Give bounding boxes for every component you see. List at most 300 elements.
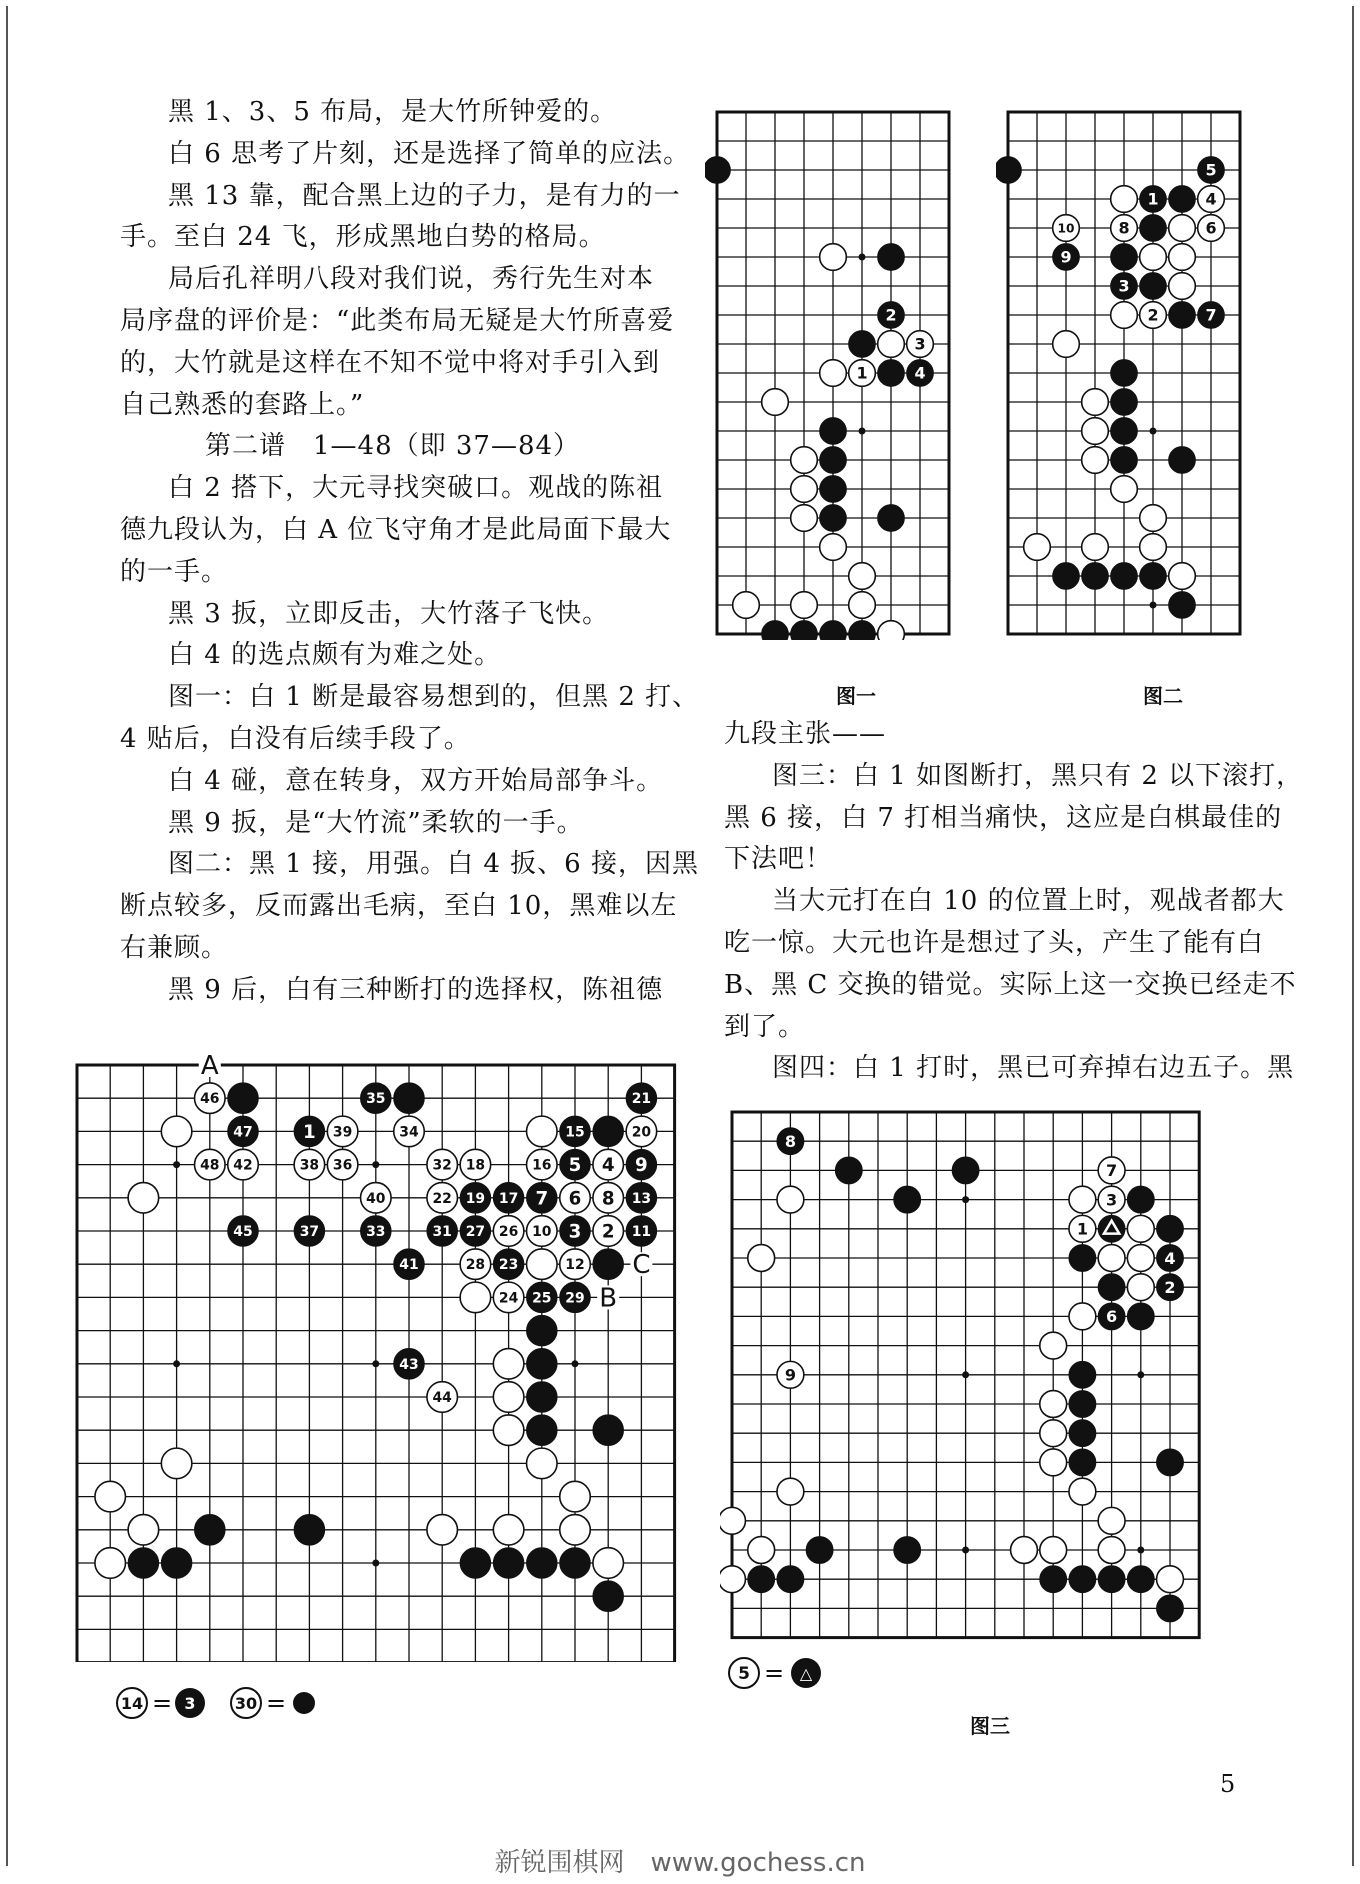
fig3-stone-white: [1127, 1215, 1154, 1242]
fig2-stone-black: [1111, 244, 1138, 271]
svg-text:30: 30: [234, 1694, 258, 1713]
fig3-stone-black: [1157, 1274, 1184, 1301]
main-stone-black: [527, 1415, 558, 1446]
legend-fig3-stone-black: [791, 1658, 821, 1688]
fig3-stone-black: [1098, 1303, 1125, 1330]
fig3-stone-black: [1098, 1566, 1125, 1593]
fig2-move-number: 7: [1205, 305, 1217, 325]
fig3-stone-white: [777, 1478, 804, 1505]
main-stone-white: [527, 1448, 558, 1479]
fig2-stone-black: [1111, 389, 1138, 416]
main-move-number: 9: [635, 1155, 648, 1177]
left-text-line-18: 图二：黑 1 接，用强。白 4 扳、6 接，因黑: [168, 849, 699, 880]
left-text-line-12: 黑 3 扳，立即反击，大竹落子飞快。: [168, 598, 610, 629]
fig2-stone-white: [1169, 273, 1196, 300]
left-text-line-16: 白 4 碰，意在转身，双方开始局部争斗。: [168, 765, 664, 796]
fig1-stone-black: [878, 244, 905, 271]
legend-main-eq-2: =: [266, 1689, 287, 1717]
main-stone-black: [294, 1515, 325, 1546]
fig3-stone-black: [1157, 1595, 1184, 1622]
main-stone-white: [427, 1149, 458, 1180]
right-text-line-7: 到了。: [724, 1011, 806, 1042]
legend-main-stone-black: [175, 1688, 205, 1718]
fig3-stone-white: [1040, 1420, 1067, 1447]
fig3-stone-white: [720, 1507, 745, 1534]
main-stone-black: [560, 1282, 591, 1313]
main-move-number: 38: [299, 1157, 320, 1174]
fig1-stone-white: [791, 592, 818, 619]
fig3-stone-white: [1127, 1274, 1154, 1301]
fig3-stone-white: [748, 1245, 775, 1272]
main-stone-black: [128, 1548, 159, 1579]
svg-text:△: △: [799, 1664, 813, 1683]
fig1-stone-white: [907, 331, 934, 358]
main-move-number: 7: [535, 1188, 549, 1210]
fig1-stone-white: [820, 244, 847, 271]
fig1-move-number: 3: [914, 334, 926, 354]
fig3-stone-white: [1098, 1537, 1125, 1564]
fig3-stone-black: [1069, 1245, 1096, 1272]
fig1-hoshi: [859, 428, 866, 435]
main-move-number: 43: [399, 1356, 419, 1373]
fig1-stone-black: [705, 157, 730, 184]
main-move-number: 25: [532, 1290, 552, 1307]
fig1-stone-black: [820, 476, 847, 503]
board-figure-3: [720, 1100, 1260, 1645]
main-move-number: 31: [432, 1224, 452, 1241]
fig1-stone-black: [820, 418, 847, 445]
main-label-C: C: [632, 1250, 651, 1281]
main-move-number: 27: [465, 1224, 486, 1241]
left-text-line-3: 手。至白 24 飞，形成黑地白势的格局。: [120, 222, 606, 253]
main-stone-white: [560, 1183, 591, 1214]
main-stone-black: [228, 1216, 259, 1247]
legend-main-stone-white: [117, 1688, 147, 1718]
fig3-stone-black: [1069, 1391, 1096, 1418]
main-move-number: 29: [565, 1290, 585, 1307]
main-move-number: 22: [432, 1190, 452, 1207]
fig2-stone-black: [1111, 563, 1138, 590]
main-stone-black: [560, 1116, 591, 1147]
fig3-stone-black: [835, 1157, 862, 1184]
main-stone-black: [527, 1315, 558, 1346]
right-text-line-6: B、黑 C 交换的错觉。实际上这一交换已经走不: [724, 969, 1297, 1000]
main-stone-black: [294, 1116, 325, 1147]
fig2-stone-black: [1111, 360, 1138, 387]
main-stone-black: [593, 1415, 624, 1446]
legend-main-stone-white-2: [231, 1688, 261, 1718]
fig1-stone-white: [820, 534, 847, 561]
fig3-stone-white: [777, 1361, 804, 1388]
main-stone-black: [593, 1249, 624, 1280]
fig2-stone-black: [1053, 244, 1080, 271]
fig2-move-number: 8: [1118, 218, 1130, 238]
fig2-hoshi: [1150, 602, 1157, 609]
fig3-stone-black: [1127, 1186, 1154, 1213]
main-stone-black: [394, 1083, 425, 1114]
main-stone-white: [560, 1249, 591, 1280]
fig3-stone-black: [1157, 1215, 1184, 1242]
main-move-number: 24: [498, 1290, 519, 1307]
fig3-stone-white: [1069, 1478, 1096, 1505]
left-text-line-19: 断点较多，反而露出毛病，至白 10，黑难以左: [120, 891, 678, 922]
fig2-stone-black: [1198, 302, 1225, 329]
left-text-line-0: 黑 1、3、5 布局，是大竹所钟爱的。: [168, 97, 618, 127]
fig1-stone-black: [878, 360, 905, 387]
main-stone-white: [394, 1116, 425, 1147]
main-stone-black: [527, 1349, 558, 1380]
main-move-number: 17: [498, 1190, 519, 1207]
main-move-number: 10: [532, 1224, 552, 1241]
fig3-stone-black: [1040, 1566, 1067, 1593]
fig1-stone-white: [878, 621, 905, 640]
fig3-move-number: 2: [1164, 1277, 1176, 1297]
fig2-stone-white: [1140, 534, 1167, 561]
fig2-move-number: 6: [1205, 218, 1217, 238]
fig1-hoshi: [859, 254, 866, 261]
right-text-line-3: 下法吧！: [724, 844, 833, 875]
main-stone-white: [294, 1149, 325, 1180]
fig1-stone-black: [820, 621, 847, 640]
main-move-number: 2: [601, 1221, 615, 1243]
fig3-stone-white: [1040, 1449, 1067, 1476]
fig3-stone-black: [952, 1157, 979, 1184]
svg-text:5: 5: [738, 1664, 750, 1684]
main-stone-black: [527, 1382, 558, 1413]
main-stone-white: [161, 1116, 192, 1147]
fig2-stone-white: [1082, 534, 1109, 561]
main-stone-white: [361, 1183, 392, 1214]
left-text-line-14: 图一：白 1 断是最容易想到的，但黑 2 打、: [168, 682, 700, 713]
fig3-stone-black: [748, 1566, 775, 1593]
fig1-move-number: 2: [885, 305, 897, 325]
fig2-stone-black: [1169, 592, 1196, 619]
left-text-line-6: 的，大竹就是这样在不知不觉中将对手引入到: [120, 347, 661, 378]
fig2-stone-black: [1111, 418, 1138, 445]
main-move-number: 39: [332, 1124, 353, 1141]
left-text-line-2: 黑 13 靠，配合黑上边的子力，是有力的一: [168, 180, 681, 211]
page-number: 5: [1220, 1770, 1236, 1798]
left-text-line-10: 德九段认为，白 A 位飞守角才是此局面下最大: [120, 515, 672, 545]
fig1-stone-white: [791, 505, 818, 532]
fig1-stone-black: [820, 505, 847, 532]
main-stone-black: [493, 1548, 524, 1579]
right-text-line-1: 图三：白 1 如图断打，黑只有 2 以下滚打，: [772, 760, 1304, 791]
fig2-stone-white: [1140, 244, 1167, 271]
main-stone-black: [527, 1183, 558, 1214]
main-stone-white: [228, 1149, 259, 1180]
main-stone-black: [560, 1149, 591, 1180]
fig2-stone-black: [1140, 215, 1167, 242]
main-stone-black: [626, 1216, 657, 1247]
main-stone-white: [161, 1448, 192, 1479]
fig3-stone-black: [1098, 1274, 1125, 1301]
main-move-number: 47: [233, 1124, 253, 1141]
main-move-number: 42: [233, 1157, 253, 1174]
fig3-hoshi: [962, 1371, 969, 1378]
main-stone-white: [493, 1216, 524, 1247]
fig2-stone-white: [1140, 302, 1167, 329]
main-stone-white: [560, 1481, 591, 1512]
main-stone-white: [327, 1116, 358, 1147]
fig3-stone-white: [1040, 1537, 1067, 1564]
fig3-move-number: 6: [1106, 1307, 1118, 1327]
fig2-stone-black: [1111, 273, 1138, 300]
main-move-number: 4: [601, 1155, 615, 1177]
main-stone-black: [394, 1249, 425, 1280]
main-move-number: 6: [568, 1188, 582, 1210]
main-stone-black: [294, 1216, 325, 1247]
right-text-line-5: 吃一惊。大元也许是想过了头，产生了能有白: [724, 928, 1265, 958]
fig2-stone-black: [1053, 563, 1080, 590]
main-stone-black: [161, 1548, 192, 1579]
board-figure-2: [996, 100, 1266, 640]
legend-main: [116, 1685, 316, 1725]
left-text-line-15: 4 贴后，白没有后续手段了。: [120, 724, 471, 754]
main-stone-white: [95, 1481, 126, 1512]
main-stone-white: [460, 1249, 491, 1280]
left-text-line-9: 白 2 搭下，大元寻找突破口。观战的陈祖: [168, 473, 664, 504]
fig1-move-number: 1: [856, 363, 868, 383]
fig3-move-number: 4: [1164, 1248, 1176, 1268]
left-text-line-8: 第二谱 1—48（即 37—84）: [205, 431, 581, 462]
right-text-line-8: 图四：白 1 打时，黑已可弃掉右边五子。黑: [772, 1053, 1295, 1084]
fig2-stone-black: [1140, 186, 1167, 213]
main-label-A: A: [200, 1052, 219, 1081]
fig3-stone-white: [1157, 1566, 1184, 1593]
fig2-stone-black: [1198, 157, 1225, 184]
fig3-stone-black: [1069, 1449, 1096, 1476]
fig3-stone-white: [1069, 1303, 1096, 1330]
fig3-stone-white: [777, 1186, 804, 1213]
main-stone-black: [460, 1183, 491, 1214]
fig2-hoshi: [1150, 428, 1157, 435]
legend-main-stone-black-2: [293, 1692, 315, 1714]
caption-figure-1: 图一: [836, 684, 876, 708]
fig1-stone-white: [733, 592, 760, 619]
fig2-stone-black: [1111, 447, 1138, 474]
fig2-stone-black: [1169, 302, 1196, 329]
fig2-stone-white: [1198, 186, 1225, 213]
main-move-number: 1: [303, 1121, 316, 1143]
fig3-stone-black: [1069, 1566, 1096, 1593]
left-text-line-4: 局后孔祥明八段对我们说，秀行先生对本: [168, 264, 655, 295]
fig2-move-number: 5: [1205, 160, 1217, 180]
main-stone-black: [626, 1183, 657, 1214]
fig2-move-number: 9: [1060, 247, 1072, 267]
main-move-number: 35: [366, 1091, 386, 1108]
legend-fig3-eq: =: [764, 1659, 785, 1687]
left-text-line-17: 黑 9 扳，是“大竹流”柔软的一手。: [168, 807, 584, 838]
fig3-move-number: 8: [784, 1131, 796, 1151]
main-stone-white: [195, 1149, 226, 1180]
main-stone-white: [527, 1149, 558, 1180]
fig2-stone-white: [1198, 215, 1225, 242]
main-move-number: 41: [399, 1257, 419, 1274]
fig3-stone-white: [1098, 1507, 1125, 1534]
fig2-move-number: 2: [1147, 305, 1159, 325]
main-stone-white: [493, 1282, 524, 1313]
footer-watermark: 新锐围棋网 www.gochess.cn: [494, 1848, 866, 1878]
caption-figure-3: 图三: [970, 1714, 1010, 1738]
fig1-stone-white: [762, 389, 789, 416]
left-text-line-1: 白 6 思考了片刻，还是选择了简单的应法。: [168, 138, 691, 169]
fig3-move-number: 9: [784, 1365, 796, 1385]
fig3-stone-white: [748, 1537, 775, 1564]
main-stone-white: [626, 1116, 657, 1147]
fig3-hoshi: [1137, 1547, 1144, 1554]
fig2-stone-white: [1169, 215, 1196, 242]
right-text-line-2: 黑 6 接，白 7 打相当痛快，这应是白棋最佳的: [724, 802, 1283, 833]
main-stone-white: [95, 1548, 126, 1579]
main-move-number: 26: [498, 1224, 519, 1241]
main-move-number: 12: [565, 1257, 585, 1274]
main-stone-black: [361, 1083, 392, 1114]
main-move-number: 44: [432, 1390, 452, 1407]
board-main-diagram: [64, 1052, 684, 1662]
fig3-stone-white: [1098, 1245, 1125, 1272]
main-move-number: 8: [601, 1188, 615, 1210]
fig1-stone-black: [907, 360, 934, 387]
fig2-stone-black: [1169, 186, 1196, 213]
main-move-number: 28: [465, 1257, 486, 1274]
left-text-line-21: 黑 9 后，白有三种断打的选择权，陈祖德: [168, 974, 664, 1005]
main-move-number: 34: [399, 1124, 419, 1141]
fig1-stone-white: [849, 360, 876, 387]
fig3-stone-black: [1127, 1303, 1154, 1330]
fig1-stone-black: [791, 621, 818, 640]
main-stone-black: [560, 1216, 591, 1247]
main-stone-black: [560, 1548, 591, 1579]
fig3-move-number: 1: [1076, 1219, 1088, 1239]
main-move-number: 3: [568, 1221, 582, 1243]
fig3-stone-black: [806, 1537, 833, 1564]
fig1-stone-white: [849, 592, 876, 619]
fig2-stone-white: [1169, 563, 1196, 590]
main-stone-black: [493, 1183, 524, 1214]
fig3-stone-black: [1069, 1361, 1096, 1388]
fig1-stone-white: [878, 331, 905, 358]
main-move-number: 5: [568, 1155, 582, 1177]
main-stone-white: [460, 1282, 491, 1313]
fig2-stone-black: [1169, 447, 1196, 474]
left-text-line-7: 自己熟悉的套路上。”: [120, 389, 365, 420]
main-hoshi: [372, 1161, 379, 1168]
left-text-line-13: 白 4 的选点颇有为难之处。: [168, 640, 502, 671]
fig2-stone-white: [1024, 534, 1051, 561]
main-stone-white: [128, 1183, 159, 1214]
main-stone-black: [361, 1216, 392, 1247]
fig2-move-number: 4: [1205, 189, 1217, 209]
fig2-move-number: 3: [1118, 276, 1130, 296]
main-move-number: 13: [631, 1190, 652, 1207]
fig2-stone-white: [1111, 186, 1138, 213]
main-hoshi: [372, 1360, 379, 1367]
main-stone-white: [593, 1216, 624, 1247]
fig2-stone-white: [1111, 476, 1138, 503]
fig3-stone-white: [1069, 1215, 1096, 1242]
fig1-stone-white: [791, 476, 818, 503]
fig3-hoshi: [962, 1547, 969, 1554]
fig3-stone-black: [894, 1186, 921, 1213]
main-stone-white: [593, 1149, 624, 1180]
fig3-stone-black: [1127, 1566, 1154, 1593]
right-text-line-4: 当大元打在白 10 的位置上时，观战者都大: [772, 886, 1285, 917]
main-move-number: 21: [631, 1091, 652, 1108]
caption-figure-2: 图二: [1143, 684, 1183, 708]
fig2-stone-white: [1111, 302, 1138, 329]
main-stone-black: [593, 1116, 624, 1147]
main-label-B: B: [599, 1283, 618, 1314]
main-stone-white: [527, 1249, 558, 1280]
fig2-stone-black: [996, 157, 1021, 184]
fig3-stone-black: [1069, 1420, 1096, 1447]
fig3-stone-black: [777, 1128, 804, 1155]
fig3-stone-white: [1098, 1186, 1125, 1213]
main-stone-white: [493, 1515, 524, 1546]
main-stone-black: [460, 1548, 491, 1579]
left-text-line-20: 右兼顾。: [120, 933, 229, 963]
legend-fig3: [728, 1655, 848, 1695]
fig3-stone-white: [1040, 1332, 1067, 1359]
fig3-hoshi: [1137, 1371, 1144, 1378]
svg-text:14: 14: [120, 1694, 144, 1713]
fig3-stone-black: [1098, 1215, 1125, 1242]
main-stone-black: [527, 1548, 558, 1579]
fig2-stone-black: [1140, 273, 1167, 300]
fig3-hoshi: [962, 1196, 969, 1203]
main-stone-white: [493, 1382, 524, 1413]
fig2-stone-white: [1082, 418, 1109, 445]
main-move-number: 18: [465, 1157, 486, 1174]
main-hoshi: [372, 1560, 379, 1567]
fig2-move-number: 10: [1057, 221, 1075, 236]
main-stone-black: [593, 1581, 624, 1612]
fig3-stone-black: [1157, 1449, 1184, 1476]
fig3-stone-white: [720, 1566, 745, 1593]
fig2-stone-white: [1111, 215, 1138, 242]
main-hoshi: [572, 1360, 579, 1367]
fig2-stone-white: [1169, 244, 1196, 271]
fig3-stone-white: [1127, 1245, 1154, 1272]
fig3-stone-white: [1011, 1537, 1038, 1564]
main-stone-white: [493, 1349, 524, 1380]
fig2-stone-white: [1082, 447, 1109, 474]
main-stone-white: [493, 1415, 524, 1446]
fig3-stone-white: [1040, 1391, 1067, 1418]
main-stone-white: [195, 1083, 226, 1114]
fig2-stone-white: [1082, 389, 1109, 416]
fig2-stone-black: [1082, 563, 1109, 590]
fig2-move-number: 1: [1147, 189, 1159, 209]
board-figure-1: [705, 100, 975, 640]
main-move-number: 16: [532, 1157, 552, 1174]
main-move-number: 23: [498, 1257, 519, 1274]
main-stone-black: [626, 1149, 657, 1180]
fig1-stone-black: [849, 621, 876, 640]
main-stone-white: [327, 1149, 358, 1180]
main-move-number: 11: [631, 1224, 652, 1241]
main-stone-black: [228, 1083, 259, 1114]
main-stone-white: [427, 1515, 458, 1546]
main-stone-white: [593, 1183, 624, 1214]
main-move-number: 45: [233, 1224, 253, 1241]
main-stone-white: [527, 1116, 558, 1147]
main-move-number: 20: [631, 1124, 652, 1141]
left-text-line-5: 局序盘的评价是：“此类布局无疑是大竹所喜爱: [120, 306, 675, 336]
fig3-stone-black: [777, 1566, 804, 1593]
main-move-number: 40: [366, 1190, 386, 1207]
